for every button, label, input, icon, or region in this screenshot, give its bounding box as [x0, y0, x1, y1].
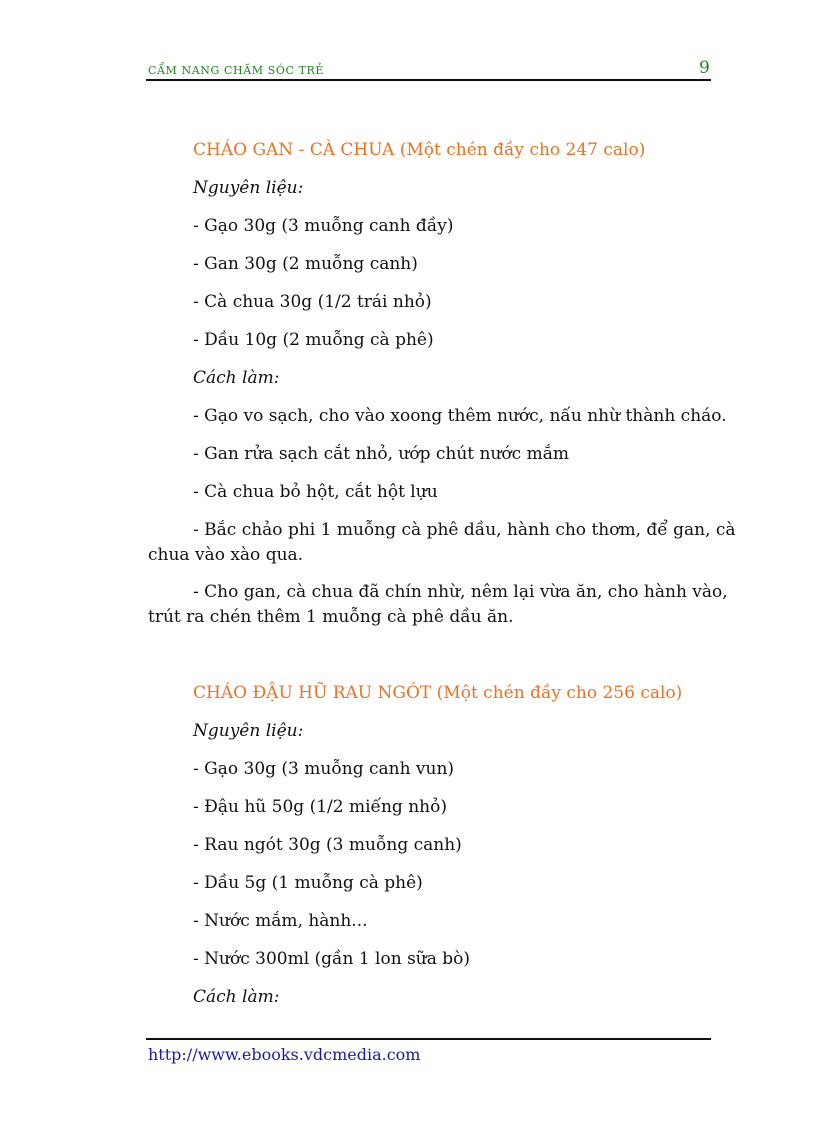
ingredient-item: - Rau ngót 30g (3 muỗng canh): [193, 835, 462, 855]
footer-divider: [146, 1038, 711, 1040]
ingredients-label: Nguyên liệu:: [193, 721, 304, 741]
header-title: CẨM NANG CHĂM SÓC TRẺ: [148, 64, 325, 77]
method-step: - Bắc chảo phi 1 muỗng cà phê dầu, hành cho thơm, để gan, cà: [193, 520, 736, 540]
ingredient-item: - Gan 30g (2 muỗng canh): [193, 254, 418, 274]
ingredient-item: - Gạo 30g (3 muỗng canh đầy): [193, 216, 454, 236]
ingredient-item: - Đậu hũ 50g (1/2 miếng nhỏ): [193, 797, 447, 817]
method-label: Cách làm:: [193, 987, 280, 1007]
ingredients-label: Nguyên liệu:: [193, 178, 304, 198]
method-step: - Gạo vo sạch, cho vào xoong thêm nước, nấu nhừ thành cháo.: [193, 406, 727, 426]
ingredient-item: - Dầu 10g (2 muỗng cà phê): [193, 330, 434, 350]
ingredient-item: - Cà chua 30g (1/2 trái nhỏ): [193, 292, 432, 312]
method-step: - Gan rửa sạch cắt nhỏ, ướp chút nước mắm: [193, 444, 569, 464]
footer-website-link[interactable]: http://www.ebooks.vdcmedia.com: [148, 1045, 421, 1064]
method-step-continued: trút ra chén thêm 1 muỗng cà phê dầu ăn.: [148, 607, 514, 627]
method-step-continued: chua vào xào qua.: [148, 545, 304, 565]
header-divider: [146, 79, 711, 81]
page-number: 9: [699, 58, 710, 78]
method-label: Cách làm:: [193, 368, 280, 388]
recipe-title: CHÁO GAN - CÀ CHUA (Một chén đầy cho 247 calo): [193, 140, 646, 160]
recipe-title: CHÁO ĐẬU HŨ RAU NGÓT (Một chén đầy cho 256 calo): [193, 683, 683, 703]
ingredient-item: - Nước 300ml (gần 1 lon sữa bò): [193, 949, 471, 969]
method-step: - Cà chua bỏ hột, cắt hột lựu: [193, 482, 438, 502]
ingredient-item: - Gạo 30g (3 muỗng canh vun): [193, 759, 455, 779]
ingredient-item: - Nước mắm, hành...: [193, 911, 368, 931]
method-step: - Cho gan, cà chua đã chín nhừ, nêm lại vừa ăn, cho hành vào,: [193, 582, 728, 602]
ingredient-item: - Dầu 5g (1 muỗng cà phê): [193, 873, 423, 893]
